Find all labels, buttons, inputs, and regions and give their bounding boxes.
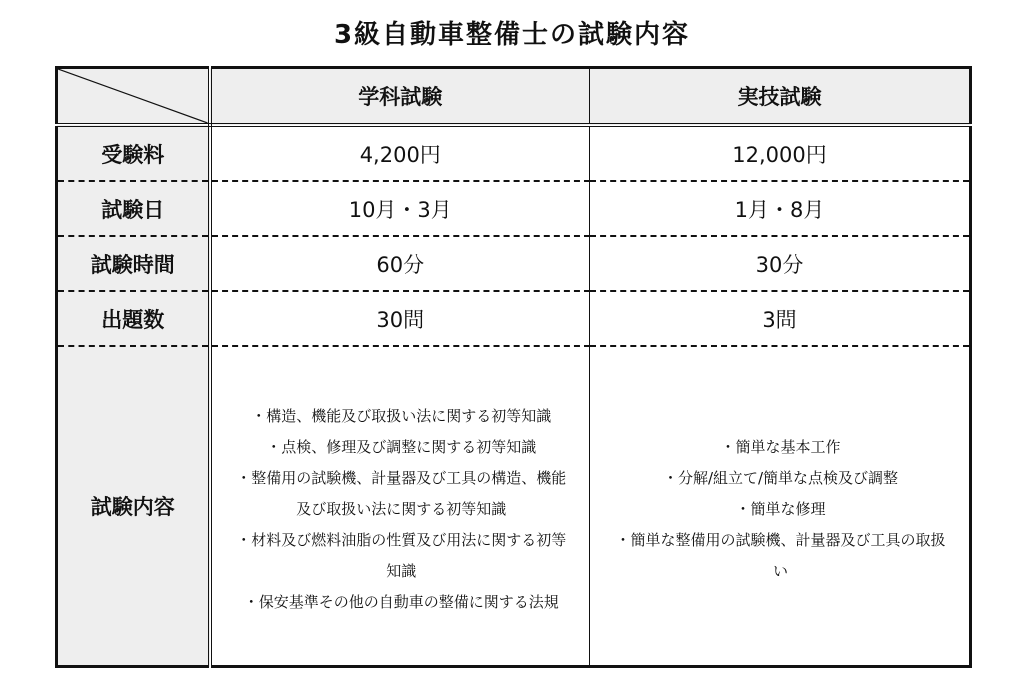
- fee-academic: 4,200円: [210, 125, 590, 181]
- row-exam-date: [57, 181, 971, 236]
- row-label-exam-date: 試験日: [57, 181, 210, 236]
- exam-duration-practical: 30分: [590, 236, 971, 291]
- exam-date-academic: 10月・3月: [210, 181, 590, 236]
- exam-date-practical: 1月・8月: [590, 181, 971, 236]
- fee-practical: 12,000円: [590, 125, 971, 181]
- column-header-academic: 学科試験: [210, 68, 590, 126]
- diagonal-line: [58, 69, 208, 123]
- list-item: ・簡単な整備用の試験機、計量器及び工具の取扱い: [615, 530, 946, 580]
- list-item: ・簡単な基本工作: [720, 437, 841, 456]
- list-item: ・整備用の試験機、計量器及び工具の構造、機能及び取扱い法に関する初等知識: [236, 468, 567, 518]
- list-item: ・点検、修理及び調整に関する初等知識: [266, 437, 537, 456]
- row-exam-duration: [57, 236, 971, 291]
- list-item: ・材料及び燃料油脂の性質及び用法に関する初等知識: [236, 530, 567, 580]
- list-item: ・構造、機能及び取扱い法に関する初等知識: [251, 406, 552, 425]
- row-label-fee: 受験料: [57, 125, 210, 181]
- header-row: [57, 68, 971, 126]
- row-label-exam-duration: 試験時間: [57, 236, 210, 291]
- row-question-count: [57, 291, 971, 346]
- row-label-question-count: 出題数: [57, 291, 210, 346]
- page-title: 3級自動車整備士の試験内容: [333, 20, 691, 50]
- corner-cell: [57, 68, 210, 126]
- exam-content-table: [55, 66, 972, 668]
- exam-duration-academic: 60分: [210, 236, 590, 291]
- row-fee: [57, 125, 971, 181]
- list-item: ・保安基準その他の自動車の整備に関する法規: [243, 592, 559, 611]
- row-exam-content: [57, 346, 971, 667]
- exam-content-practical: [590, 346, 971, 667]
- question-count-practical: 3問: [590, 291, 971, 346]
- row-label-exam-content: 試験内容: [57, 346, 210, 667]
- column-header-practical: 実技試験: [590, 68, 971, 126]
- question-count-academic: 30問: [210, 291, 590, 346]
- list-item: ・分解/組立て/簡単な点検及び調整: [662, 468, 899, 487]
- exam-content-academic: [210, 346, 590, 667]
- list-item: ・簡単な修理: [735, 499, 826, 518]
